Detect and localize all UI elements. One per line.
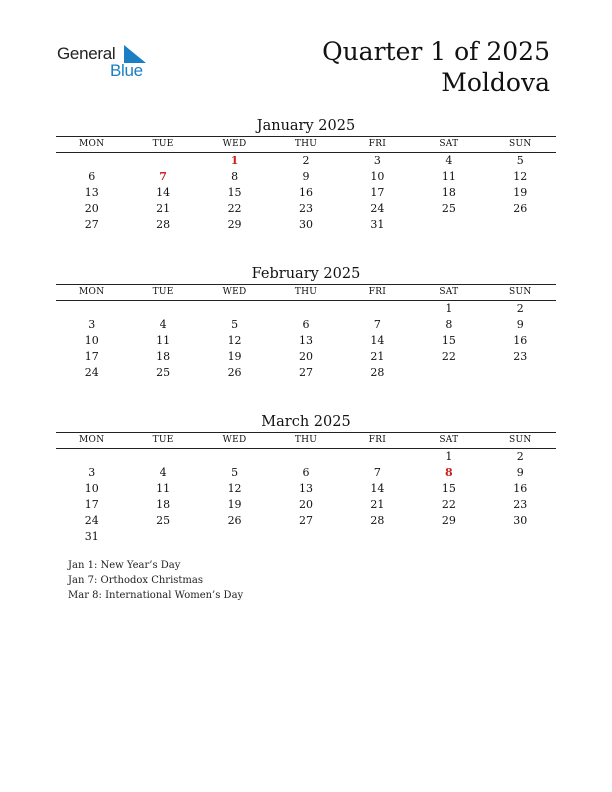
day-cell: 13 — [298, 334, 313, 347]
weekday-label: WED — [222, 435, 247, 445]
day-cell: 18 — [441, 186, 456, 199]
day-cell: 12 — [227, 334, 242, 347]
weekday-label: MON — [79, 287, 105, 297]
weekday-label: WED — [222, 139, 247, 149]
day-cell: 7 — [373, 466, 381, 479]
month-march — [56, 412, 556, 545]
day-cell: 17 — [84, 350, 99, 363]
day-cell: 29 — [441, 514, 456, 527]
holiday-note: Jan 1: New Year’s Day — [68, 560, 181, 571]
weekday-label: SAT — [439, 139, 459, 149]
day-cell: 24 — [84, 366, 99, 379]
day-cell: 23 — [298, 202, 313, 215]
day-cell: 19 — [227, 350, 242, 363]
day-cell: 15 — [441, 334, 456, 347]
day-cell: 9 — [516, 318, 524, 331]
day-cell: 16 — [513, 482, 528, 495]
empty-day-cell — [56, 153, 127, 169]
day-cell: 3 — [373, 154, 381, 167]
day-cell: 31 — [370, 218, 385, 231]
day-cell: 19 — [513, 186, 528, 199]
day-cell: 6 — [88, 170, 96, 183]
empty-day-cell — [199, 301, 270, 317]
day-cell: 11 — [156, 482, 171, 495]
day-cell: 12 — [513, 170, 528, 183]
day-cell: 25 — [441, 202, 456, 215]
weekday-label: WED — [222, 287, 247, 297]
day-cell: 16 — [513, 334, 528, 347]
day-cell: 28 — [156, 218, 171, 231]
day-cell: 25 — [156, 514, 171, 527]
weekday-label: TUE — [152, 139, 174, 149]
day-cell: 3 — [88, 466, 96, 479]
day-cell: 22 — [441, 498, 456, 511]
empty-day-cell — [127, 301, 198, 317]
day-cell: 21 — [370, 350, 385, 363]
empty-day-cell — [270, 449, 341, 465]
weekday-header — [56, 432, 556, 449]
day-cell: 17 — [84, 498, 99, 511]
brand-logo — [57, 44, 167, 84]
day-cell: 2 — [302, 154, 310, 167]
day-cell: 26 — [227, 366, 242, 379]
day-cell: 8 — [445, 318, 453, 331]
weekday-label: SAT — [439, 287, 459, 297]
day-cell: 1 — [445, 302, 453, 315]
day-cell: 20 — [84, 202, 99, 215]
day-cell: 3 — [88, 318, 96, 331]
day-cell: 19 — [227, 498, 242, 511]
day-cell: 20 — [298, 350, 313, 363]
weekday-label: FRI — [368, 435, 387, 445]
day-cell: 28 — [370, 366, 385, 379]
empty-day-cell — [199, 449, 270, 465]
day-cell: 10 — [84, 334, 99, 347]
day-cell: 1 — [445, 450, 453, 463]
day-cell: 12 — [227, 482, 242, 495]
day-cell: 29 — [227, 218, 242, 231]
weekday-header — [56, 284, 556, 301]
weekday-label: SUN — [509, 139, 532, 149]
day-cell: 5 — [231, 318, 239, 331]
day-cell: 6 — [302, 318, 310, 331]
day-grid — [56, 153, 556, 233]
day-cell: 5 — [516, 154, 524, 167]
empty-day-cell — [127, 449, 198, 465]
day-cell: 4 — [159, 466, 167, 479]
day-cell: 22 — [441, 350, 456, 363]
day-cell: 13 — [298, 482, 313, 495]
day-cell: 26 — [227, 514, 242, 527]
holiday-note: Jan 7: Orthodox Christmas — [68, 575, 203, 586]
day-cell: 30 — [513, 514, 528, 527]
weekday-label: MON — [79, 139, 105, 149]
holiday-notes — [68, 558, 243, 603]
day-cell: 27 — [298, 514, 313, 527]
day-cell: 9 — [302, 170, 310, 183]
weekday-label: TUE — [152, 287, 174, 297]
day-cell: 18 — [156, 350, 171, 363]
holiday-day-cell: 1 — [230, 154, 239, 167]
month-february — [56, 264, 556, 381]
empty-day-cell — [270, 301, 341, 317]
day-cell: 24 — [370, 202, 385, 215]
day-cell: 18 — [156, 498, 171, 511]
holiday-day-cell: 7 — [159, 170, 167, 183]
weekday-label: SAT — [439, 435, 459, 445]
holiday-day-cell: 8 — [445, 466, 453, 479]
country-title: Moldova — [441, 68, 550, 97]
empty-day-cell — [56, 301, 127, 317]
day-cell: 14 — [156, 186, 171, 199]
day-cell: 23 — [513, 350, 528, 363]
day-cell: 21 — [156, 202, 171, 215]
day-cell: 17 — [370, 186, 385, 199]
empty-day-cell — [127, 153, 198, 169]
day-cell: 27 — [298, 366, 313, 379]
day-cell: 24 — [84, 514, 99, 527]
day-cell: 5 — [231, 466, 239, 479]
day-cell: 6 — [302, 466, 310, 479]
weekday-label: SUN — [509, 287, 532, 297]
day-cell: 22 — [227, 202, 242, 215]
day-cell: 25 — [156, 366, 171, 379]
weekday-label: THU — [294, 435, 318, 445]
weekday-label: FRI — [368, 139, 387, 149]
month-title: February 2025 — [251, 266, 361, 282]
day-cell: 16 — [298, 186, 313, 199]
day-cell: 15 — [441, 482, 456, 495]
day-cell: 31 — [84, 530, 99, 543]
day-cell: 30 — [298, 218, 313, 231]
day-cell: 8 — [231, 170, 239, 183]
day-cell: 10 — [370, 170, 385, 183]
day-cell: 27 — [84, 218, 99, 231]
day-cell: 28 — [370, 514, 385, 527]
day-cell: 4 — [445, 154, 453, 167]
day-cell: 11 — [156, 334, 171, 347]
day-cell: 2 — [516, 302, 524, 315]
day-cell: 21 — [370, 498, 385, 511]
weekday-label: SUN — [509, 435, 532, 445]
day-cell: 10 — [84, 482, 99, 495]
day-cell: 23 — [513, 498, 528, 511]
weekday-label: FRI — [368, 287, 387, 297]
weekday-label: THU — [294, 287, 318, 297]
day-cell: 2 — [516, 450, 524, 463]
day-cell: 15 — [227, 186, 242, 199]
brand-name-blue: Blue — [110, 61, 143, 80]
day-grid — [56, 449, 556, 545]
weekday-header — [56, 136, 556, 153]
day-cell: 7 — [373, 318, 381, 331]
weekday-label: MON — [79, 435, 105, 445]
month-title: March 2025 — [261, 414, 351, 430]
day-cell: 26 — [513, 202, 528, 215]
day-cell: 13 — [84, 186, 99, 199]
quarter-title: Quarter 1 of 2025 — [322, 37, 550, 66]
day-grid — [56, 301, 556, 381]
empty-day-cell — [342, 301, 413, 317]
day-cell: 4 — [159, 318, 167, 331]
weekday-label: THU — [294, 139, 318, 149]
brand-name-general: General — [57, 44, 116, 63]
month-january — [56, 116, 556, 233]
day-cell: 14 — [370, 482, 385, 495]
day-cell: 11 — [441, 170, 456, 183]
page-title — [322, 36, 550, 98]
day-cell: 14 — [370, 334, 385, 347]
day-cell: 9 — [516, 466, 524, 479]
holiday-note: Mar 8: International Women’s Day — [68, 590, 244, 601]
empty-day-cell — [342, 449, 413, 465]
day-cell: 20 — [298, 498, 313, 511]
month-title: January 2025 — [256, 118, 356, 134]
empty-day-cell — [56, 449, 127, 465]
weekday-label: TUE — [152, 435, 174, 445]
